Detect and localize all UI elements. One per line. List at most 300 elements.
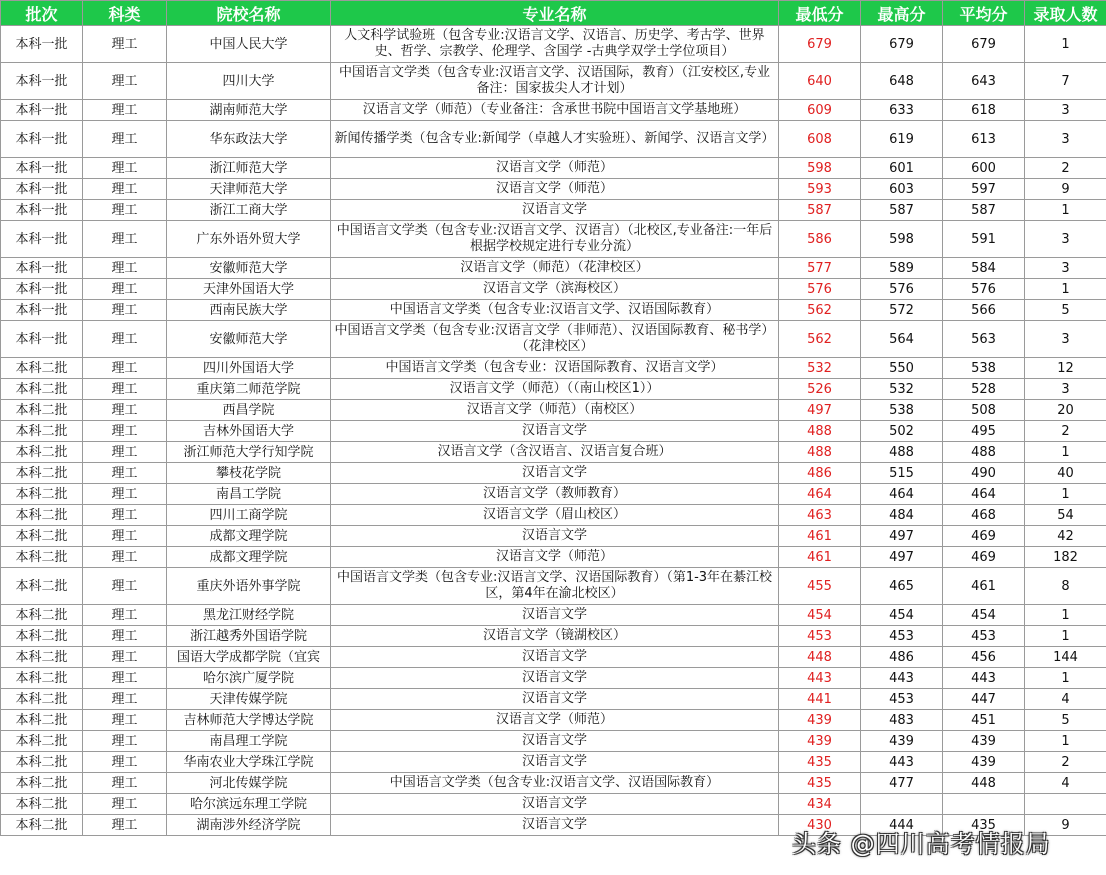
cell-admit-count: 1 bbox=[1025, 668, 1106, 689]
cell-major: 汉语言文学 bbox=[331, 647, 779, 668]
cell-category: 理工 bbox=[83, 794, 167, 815]
cell-min-score: 439 bbox=[779, 731, 861, 752]
cell-category: 理工 bbox=[83, 710, 167, 731]
cell-major: 中国语言文学类（包含专业:汉语言文学、汉语国际，教育）（江安校区,专业备注：国家拔尖人才计划） bbox=[331, 63, 779, 100]
cell-batch: 本科一批 bbox=[1, 158, 83, 179]
cell-category: 理工 bbox=[83, 505, 167, 526]
cell-batch: 本科二批 bbox=[1, 752, 83, 773]
cell-major: 新闻传播学类（包含专业:新闻学（卓越人才实验班）、新闻学、汉语言文学） bbox=[331, 121, 779, 158]
table-row bbox=[1, 100, 1106, 121]
header-row bbox=[1, 1, 1106, 26]
table-row bbox=[1, 26, 1106, 63]
cell-max-score bbox=[861, 794, 943, 815]
cell-school: 南昌理工学院 bbox=[167, 731, 331, 752]
cell-avg-score: 454 bbox=[943, 605, 1025, 626]
cell-min-score: 435 bbox=[779, 752, 861, 773]
cell-school: 河北传媒学院 bbox=[167, 773, 331, 794]
cell-category: 理工 bbox=[83, 279, 167, 300]
cell-category: 理工 bbox=[83, 421, 167, 442]
cell-min-score: 593 bbox=[779, 179, 861, 200]
cell-major: 汉语言文学 bbox=[331, 689, 779, 710]
cell-category: 理工 bbox=[83, 731, 167, 752]
cell-admit-count: 4 bbox=[1025, 689, 1106, 710]
cell-admit-count: 54 bbox=[1025, 505, 1106, 526]
table-row bbox=[1, 547, 1106, 568]
cell-avg-score: 600 bbox=[943, 158, 1025, 179]
cell-major: 中国语言文学类（包含专业：汉语国际教育、汉语言文学） bbox=[331, 358, 779, 379]
cell-admit-count: 12 bbox=[1025, 358, 1106, 379]
cell-batch: 本科一批 bbox=[1, 63, 83, 100]
cell-max-score: 589 bbox=[861, 258, 943, 279]
cell-avg-score: 468 bbox=[943, 505, 1025, 526]
cell-max-score: 443 bbox=[861, 752, 943, 773]
table-row bbox=[1, 442, 1106, 463]
cell-batch: 本科二批 bbox=[1, 626, 83, 647]
cell-avg-score: 597 bbox=[943, 179, 1025, 200]
table-row bbox=[1, 400, 1106, 421]
cell-school: 安徽师范大学 bbox=[167, 258, 331, 279]
cell-school: 西南民族大学 bbox=[167, 300, 331, 321]
cell-max-score: 679 bbox=[861, 26, 943, 63]
cell-admit-count: 3 bbox=[1025, 258, 1106, 279]
cell-admit-count: 3 bbox=[1025, 321, 1106, 358]
cell-avg-score bbox=[943, 794, 1025, 815]
cell-min-score: 562 bbox=[779, 321, 861, 358]
cell-min-score: 488 bbox=[779, 421, 861, 442]
cell-admit-count: 9 bbox=[1025, 179, 1106, 200]
cell-batch: 本科二批 bbox=[1, 605, 83, 626]
header-avg-score: 平均分 bbox=[943, 1, 1025, 26]
table-row bbox=[1, 668, 1106, 689]
cell-admit-count: 7 bbox=[1025, 63, 1106, 100]
cell-school: 天津传媒学院 bbox=[167, 689, 331, 710]
cell-avg-score: 538 bbox=[943, 358, 1025, 379]
cell-admit-count: 144 bbox=[1025, 647, 1106, 668]
cell-max-score: 587 bbox=[861, 200, 943, 221]
table-row bbox=[1, 647, 1106, 668]
cell-min-score: 454 bbox=[779, 605, 861, 626]
cell-admit-count: 1 bbox=[1025, 605, 1106, 626]
cell-avg-score: 461 bbox=[943, 568, 1025, 605]
cell-min-score: 679 bbox=[779, 26, 861, 63]
cell-school: 哈尔滨广厦学院 bbox=[167, 668, 331, 689]
cell-batch: 本科一批 bbox=[1, 221, 83, 258]
cell-school: 浙江师范大学 bbox=[167, 158, 331, 179]
cell-max-score: 439 bbox=[861, 731, 943, 752]
cell-admit-count bbox=[1025, 794, 1106, 815]
cell-avg-score: 528 bbox=[943, 379, 1025, 400]
cell-batch: 本科二批 bbox=[1, 463, 83, 484]
cell-max-score: 502 bbox=[861, 421, 943, 442]
cell-min-score: 586 bbox=[779, 221, 861, 258]
table-row bbox=[1, 421, 1106, 442]
cell-max-score: 648 bbox=[861, 63, 943, 100]
cell-admit-count: 1 bbox=[1025, 26, 1106, 63]
cell-batch: 本科二批 bbox=[1, 668, 83, 689]
cell-category: 理工 bbox=[83, 158, 167, 179]
cell-category: 理工 bbox=[83, 463, 167, 484]
cell-school: 哈尔滨远东理工学院 bbox=[167, 794, 331, 815]
cell-avg-score: 435 bbox=[943, 815, 1025, 836]
cell-major: 汉语言文学 bbox=[331, 200, 779, 221]
table-row bbox=[1, 158, 1106, 179]
table-row bbox=[1, 463, 1106, 484]
table-row bbox=[1, 710, 1106, 731]
cell-school: 吉林师范大学博达学院 bbox=[167, 710, 331, 731]
cell-admit-count: 5 bbox=[1025, 710, 1106, 731]
table-row bbox=[1, 321, 1106, 358]
cell-batch: 本科二批 bbox=[1, 773, 83, 794]
cell-min-score: 435 bbox=[779, 773, 861, 794]
cell-max-score: 532 bbox=[861, 379, 943, 400]
cell-batch: 本科二批 bbox=[1, 442, 83, 463]
cell-batch: 本科二批 bbox=[1, 505, 83, 526]
table-row bbox=[1, 221, 1106, 258]
cell-major: 汉语言文学（师范） bbox=[331, 710, 779, 731]
cell-min-score: 434 bbox=[779, 794, 861, 815]
cell-school: 南昌工学院 bbox=[167, 484, 331, 505]
cell-major: 汉语言文学 bbox=[331, 421, 779, 442]
cell-school: 国语大学成都学院（宜宾 bbox=[167, 647, 331, 668]
table-row bbox=[1, 626, 1106, 647]
cell-max-score: 576 bbox=[861, 279, 943, 300]
cell-school: 四川大学 bbox=[167, 63, 331, 100]
cell-major: 中国语言文学类（包含专业:汉语言文学、汉语国际教育）（第1-3年在綦江校区，第4年在渝北校区） bbox=[331, 568, 779, 605]
cell-category: 理工 bbox=[83, 258, 167, 279]
cell-admit-count: 3 bbox=[1025, 100, 1106, 121]
cell-avg-score: 643 bbox=[943, 63, 1025, 100]
cell-max-score: 443 bbox=[861, 668, 943, 689]
table-row bbox=[1, 752, 1106, 773]
cell-max-score: 454 bbox=[861, 605, 943, 626]
cell-major: 汉语言文学 bbox=[331, 815, 779, 836]
table-row bbox=[1, 505, 1106, 526]
cell-min-score: 463 bbox=[779, 505, 861, 526]
cell-school: 天津师范大学 bbox=[167, 179, 331, 200]
cell-avg-score: 453 bbox=[943, 626, 1025, 647]
cell-major: 汉语言文学（师范） bbox=[331, 158, 779, 179]
cell-batch: 本科一批 bbox=[1, 100, 83, 121]
cell-max-score: 619 bbox=[861, 121, 943, 158]
cell-max-score: 564 bbox=[861, 321, 943, 358]
cell-avg-score: 447 bbox=[943, 689, 1025, 710]
cell-max-score: 453 bbox=[861, 689, 943, 710]
cell-min-score: 448 bbox=[779, 647, 861, 668]
cell-max-score: 488 bbox=[861, 442, 943, 463]
table-row bbox=[1, 379, 1106, 400]
cell-min-score: 598 bbox=[779, 158, 861, 179]
cell-school: 吉林外国语大学 bbox=[167, 421, 331, 442]
cell-category: 理工 bbox=[83, 379, 167, 400]
cell-min-score: 609 bbox=[779, 100, 861, 121]
cell-avg-score: 613 bbox=[943, 121, 1025, 158]
cell-avg-score: 439 bbox=[943, 752, 1025, 773]
cell-avg-score: 469 bbox=[943, 526, 1025, 547]
cell-min-score: 461 bbox=[779, 526, 861, 547]
cell-max-score: 464 bbox=[861, 484, 943, 505]
cell-major: 汉语言文学（师范） bbox=[331, 547, 779, 568]
cell-school: 成都文理学院 bbox=[167, 526, 331, 547]
header-school: 院校名称 bbox=[167, 1, 331, 26]
cell-max-score: 633 bbox=[861, 100, 943, 121]
table-row bbox=[1, 605, 1106, 626]
cell-category: 理工 bbox=[83, 689, 167, 710]
cell-batch: 本科二批 bbox=[1, 484, 83, 505]
cell-admit-count: 2 bbox=[1025, 752, 1106, 773]
cell-max-score: 483 bbox=[861, 710, 943, 731]
cell-batch: 本科一批 bbox=[1, 179, 83, 200]
cell-avg-score: 566 bbox=[943, 300, 1025, 321]
cell-batch: 本科二批 bbox=[1, 815, 83, 836]
cell-major: 汉语言文学 bbox=[331, 605, 779, 626]
header-batch: 批次 bbox=[1, 1, 83, 26]
cell-school: 重庆外语外事学院 bbox=[167, 568, 331, 605]
cell-max-score: 603 bbox=[861, 179, 943, 200]
cell-category: 理工 bbox=[83, 568, 167, 605]
cell-major: 汉语言文学（师范） bbox=[331, 179, 779, 200]
cell-max-score: 484 bbox=[861, 505, 943, 526]
cell-category: 理工 bbox=[83, 26, 167, 63]
table-row bbox=[1, 484, 1106, 505]
cell-category: 理工 bbox=[83, 526, 167, 547]
cell-max-score: 497 bbox=[861, 547, 943, 568]
table-row bbox=[1, 63, 1106, 100]
cell-batch: 本科二批 bbox=[1, 647, 83, 668]
cell-avg-score: 591 bbox=[943, 221, 1025, 258]
cell-min-score: 608 bbox=[779, 121, 861, 158]
cell-batch: 本科二批 bbox=[1, 794, 83, 815]
cell-batch: 本科二批 bbox=[1, 710, 83, 731]
cell-avg-score: 490 bbox=[943, 463, 1025, 484]
cell-major: 汉语言文学 bbox=[331, 794, 779, 815]
cell-avg-score: 679 bbox=[943, 26, 1025, 63]
cell-batch: 本科二批 bbox=[1, 358, 83, 379]
cell-min-score: 439 bbox=[779, 710, 861, 731]
cell-batch: 本科一批 bbox=[1, 121, 83, 158]
header-category: 科类 bbox=[83, 1, 167, 26]
cell-school: 湖南涉外经济学院 bbox=[167, 815, 331, 836]
cell-max-score: 572 bbox=[861, 300, 943, 321]
header-major: 专业名称 bbox=[331, 1, 779, 26]
cell-school: 成都文理学院 bbox=[167, 547, 331, 568]
cell-min-score: 464 bbox=[779, 484, 861, 505]
cell-admit-count: 2 bbox=[1025, 158, 1106, 179]
cell-min-score: 486 bbox=[779, 463, 861, 484]
cell-admit-count: 4 bbox=[1025, 773, 1106, 794]
table-row bbox=[1, 794, 1106, 815]
table-row bbox=[1, 179, 1106, 200]
cell-avg-score: 443 bbox=[943, 668, 1025, 689]
cell-min-score: 441 bbox=[779, 689, 861, 710]
watermark: 头条 @四川高考情报局 bbox=[792, 830, 1051, 858]
table-row bbox=[1, 358, 1106, 379]
cell-admit-count: 3 bbox=[1025, 221, 1106, 258]
cell-major: 汉语言文学 bbox=[331, 752, 779, 773]
cell-batch: 本科一批 bbox=[1, 300, 83, 321]
cell-admit-count: 40 bbox=[1025, 463, 1106, 484]
cell-category: 理工 bbox=[83, 121, 167, 158]
cell-avg-score: 584 bbox=[943, 258, 1025, 279]
cell-min-score: 562 bbox=[779, 300, 861, 321]
cell-batch: 本科一批 bbox=[1, 321, 83, 358]
cell-batch: 本科一批 bbox=[1, 26, 83, 63]
cell-max-score: 465 bbox=[861, 568, 943, 605]
cell-batch: 本科二批 bbox=[1, 526, 83, 547]
cell-admit-count: 8 bbox=[1025, 568, 1106, 605]
cell-major: 汉语言文学（师范）（（南山校区1）） bbox=[331, 379, 779, 400]
cell-batch: 本科一批 bbox=[1, 200, 83, 221]
cell-avg-score: 469 bbox=[943, 547, 1025, 568]
cell-min-score: 453 bbox=[779, 626, 861, 647]
table-row bbox=[1, 773, 1106, 794]
cell-batch: 本科二批 bbox=[1, 379, 83, 400]
table-row bbox=[1, 279, 1106, 300]
cell-admit-count: 2 bbox=[1025, 421, 1106, 442]
cell-major: 汉语言文学（含汉语言、汉语言复合班） bbox=[331, 442, 779, 463]
table-row bbox=[1, 121, 1106, 158]
cell-avg-score: 451 bbox=[943, 710, 1025, 731]
cell-category: 理工 bbox=[83, 547, 167, 568]
cell-admit-count: 1 bbox=[1025, 731, 1106, 752]
cell-category: 理工 bbox=[83, 484, 167, 505]
cell-avg-score: 448 bbox=[943, 773, 1025, 794]
cell-category: 理工 bbox=[83, 63, 167, 100]
table-row bbox=[1, 300, 1106, 321]
cell-admit-count: 5 bbox=[1025, 300, 1106, 321]
table-row bbox=[1, 689, 1106, 710]
cell-school: 天津外国语大学 bbox=[167, 279, 331, 300]
cell-avg-score: 456 bbox=[943, 647, 1025, 668]
cell-category: 理工 bbox=[83, 752, 167, 773]
cell-max-score: 477 bbox=[861, 773, 943, 794]
cell-major: 汉语言文学 bbox=[331, 526, 779, 547]
cell-school: 湖南师范大学 bbox=[167, 100, 331, 121]
cell-min-score: 532 bbox=[779, 358, 861, 379]
cell-max-score: 444 bbox=[861, 815, 943, 836]
cell-category: 理工 bbox=[83, 400, 167, 421]
cell-avg-score: 587 bbox=[943, 200, 1025, 221]
cell-major: 汉语言文学（眉山校区） bbox=[331, 505, 779, 526]
cell-major: 汉语言文学（镜湖校区） bbox=[331, 626, 779, 647]
cell-batch: 本科一批 bbox=[1, 279, 83, 300]
header-min-score: 最低分 bbox=[779, 1, 861, 26]
cell-max-score: 497 bbox=[861, 526, 943, 547]
cell-avg-score: 576 bbox=[943, 279, 1025, 300]
table-row bbox=[1, 568, 1106, 605]
cell-major: 汉语言文学 bbox=[331, 668, 779, 689]
cell-major: 中国语言文学类（包含专业:汉语言文学、汉语言）（北校区,专业备注:一年后根据学校规定进行专业分流） bbox=[331, 221, 779, 258]
cell-school: 四川工商学院 bbox=[167, 505, 331, 526]
cell-admit-count: 1 bbox=[1025, 442, 1106, 463]
cell-batch: 本科二批 bbox=[1, 421, 83, 442]
cell-school: 浙江越秀外国语学院 bbox=[167, 626, 331, 647]
cell-batch: 本科二批 bbox=[1, 568, 83, 605]
cell-category: 理工 bbox=[83, 815, 167, 836]
cell-school: 黑龙江财经学院 bbox=[167, 605, 331, 626]
cell-avg-score: 618 bbox=[943, 100, 1025, 121]
cell-max-score: 550 bbox=[861, 358, 943, 379]
cell-category: 理工 bbox=[83, 221, 167, 258]
cell-max-score: 598 bbox=[861, 221, 943, 258]
cell-batch: 本科二批 bbox=[1, 689, 83, 710]
cell-major: 汉语言文学 bbox=[331, 463, 779, 484]
cell-major: 汉语言文学 bbox=[331, 731, 779, 752]
cell-category: 理工 bbox=[83, 300, 167, 321]
cell-min-score: 430 bbox=[779, 815, 861, 836]
cell-major: 汉语言文学（师范）（专业备注：含承世书院中国语言文学基地班） bbox=[331, 100, 779, 121]
cell-category: 理工 bbox=[83, 358, 167, 379]
cell-min-score: 577 bbox=[779, 258, 861, 279]
cell-major: 中国语言文学类（包含专业:汉语言文学、汉语国际教育） bbox=[331, 300, 779, 321]
cell-category: 理工 bbox=[83, 773, 167, 794]
cell-major: 汉语言文学（师范）（花津校区） bbox=[331, 258, 779, 279]
cell-avg-score: 495 bbox=[943, 421, 1025, 442]
cell-school: 浙江师范大学行知学院 bbox=[167, 442, 331, 463]
cell-category: 理工 bbox=[83, 626, 167, 647]
cell-school: 广东外语外贸大学 bbox=[167, 221, 331, 258]
cell-batch: 本科一批 bbox=[1, 258, 83, 279]
cell-min-score: 443 bbox=[779, 668, 861, 689]
cell-admit-count: 182 bbox=[1025, 547, 1106, 568]
cell-min-score: 576 bbox=[779, 279, 861, 300]
cell-min-score: 488 bbox=[779, 442, 861, 463]
cell-school: 华东政法大学 bbox=[167, 121, 331, 158]
cell-max-score: 515 bbox=[861, 463, 943, 484]
cell-category: 理工 bbox=[83, 605, 167, 626]
cell-min-score: 497 bbox=[779, 400, 861, 421]
cell-max-score: 538 bbox=[861, 400, 943, 421]
cell-min-score: 640 bbox=[779, 63, 861, 100]
cell-admit-count: 1 bbox=[1025, 484, 1106, 505]
header-max-score: 最高分 bbox=[861, 1, 943, 26]
cell-category: 理工 bbox=[83, 100, 167, 121]
cell-admit-count: 3 bbox=[1025, 379, 1106, 400]
cell-category: 理工 bbox=[83, 179, 167, 200]
cell-admit-count: 9 bbox=[1025, 815, 1106, 836]
cell-school: 安徽师范大学 bbox=[167, 321, 331, 358]
cell-max-score: 486 bbox=[861, 647, 943, 668]
cell-max-score: 601 bbox=[861, 158, 943, 179]
cell-major: 人文科学试验班（包含专业:汉语言文学、汉语言、历史学、考古学、世界史、哲学、宗教学、伦理学、含国学 -古典学双学士学位项目） bbox=[331, 26, 779, 63]
cell-min-score: 587 bbox=[779, 200, 861, 221]
cell-major: 中国语言文学类（包含专业:汉语言文学、汉语国际教育） bbox=[331, 773, 779, 794]
cell-batch: 本科二批 bbox=[1, 400, 83, 421]
cell-min-score: 455 bbox=[779, 568, 861, 605]
cell-admit-count: 3 bbox=[1025, 121, 1106, 158]
cell-category: 理工 bbox=[83, 321, 167, 358]
cell-avg-score: 563 bbox=[943, 321, 1025, 358]
cell-admit-count: 1 bbox=[1025, 279, 1106, 300]
table-row bbox=[1, 258, 1106, 279]
cell-major: 汉语言文学（师范）（南校区） bbox=[331, 400, 779, 421]
cell-major: 汉语言文学（滨海校区） bbox=[331, 279, 779, 300]
cell-school: 西昌学院 bbox=[167, 400, 331, 421]
table-row bbox=[1, 200, 1106, 221]
cell-min-score: 526 bbox=[779, 379, 861, 400]
cell-category: 理工 bbox=[83, 442, 167, 463]
cell-avg-score: 488 bbox=[943, 442, 1025, 463]
cell-min-score: 461 bbox=[779, 547, 861, 568]
cell-batch: 本科二批 bbox=[1, 547, 83, 568]
cell-avg-score: 464 bbox=[943, 484, 1025, 505]
cell-school: 中国人民大学 bbox=[167, 26, 331, 63]
table-body bbox=[1, 26, 1106, 836]
cell-school: 四川外国语大学 bbox=[167, 358, 331, 379]
header-admit-count: 录取人数 bbox=[1025, 1, 1106, 26]
cell-category: 理工 bbox=[83, 200, 167, 221]
cell-avg-score: 439 bbox=[943, 731, 1025, 752]
cell-major: 中国语言文学类（包含专业:汉语言文学（非师范）、汉语国际教育、秘书学）（花津校区） bbox=[331, 321, 779, 358]
